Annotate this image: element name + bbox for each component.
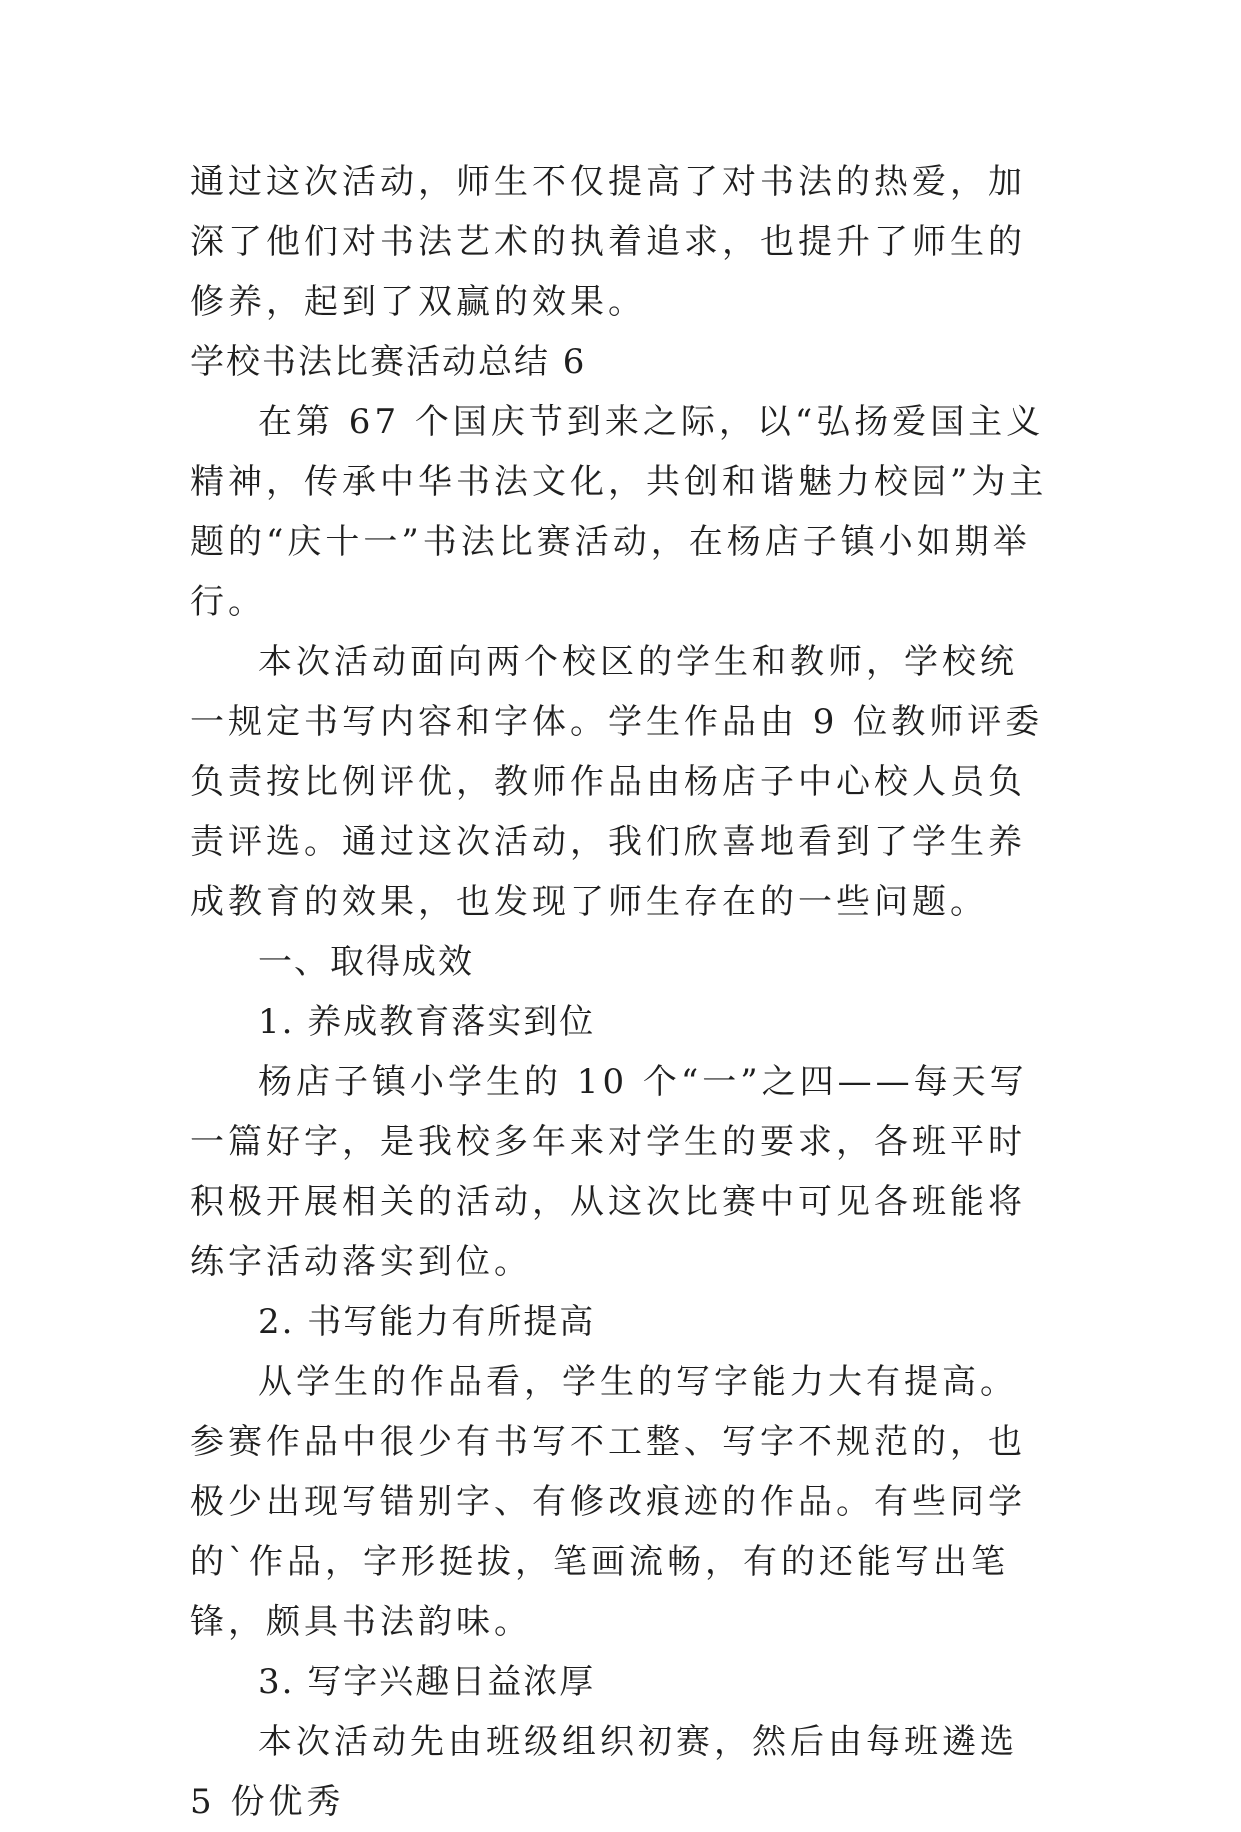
paragraph-3: 杨店子镇小学生的 10 个“一”之四——每天写一篇好字，是我校多年来对学生的要求，各班平时积极开展相关的活动，从这次比赛中可见各班能将练字活动落实到位。 xyxy=(190,1062,1028,1282)
subheading-3: 3. 写字兴趣日益浓厚 xyxy=(258,1662,596,1702)
heading-achievements: 一、取得成效 xyxy=(258,942,474,982)
paragraph-1: 在第 67 个国庆节到来之际，以“弘扬爱国主义精神，传承中华书法文化，共创和谐魅力校园”为主题的“庆十一”书法比赛活动，在杨店子镇小如期举行。 xyxy=(190,402,1048,622)
paragraph-5: 本次活动先由班级组织初赛，然后由每班遴选 5 份优秀 xyxy=(190,1722,1018,1822)
paragraph-intro-continuation: 通过这次活动，师生不仅提高了对书法的热爱，加深了他们对书法艺术的执着追求，也提升了师生的修养，起到了双赢的效果。 xyxy=(190,162,1026,322)
paragraph-2: 本次活动面向两个校区的学生和教师，学校统一规定书写内容和字体。学生作品由 9 位教师评委负责按比例评优，教师作品由杨店子中心校人员负责评选。通过这次活动，我们欣喜地看到了学生养成教育的效果，也发现了师生存在的一些问题。 xyxy=(190,642,1044,922)
paragraph-4: 从学生的作品看，学生的写字能力大有提高。参赛作品中很少有书写不工整、写字不规范的，也极少出现写错别字、有修改痕迹的作品。有些同学的`作品，字形挺拔，笔画流畅，有的还能写出笔锋，颇具书法韵味。 xyxy=(190,1362,1026,1642)
subheading-2: 2. 书写能力有所提高 xyxy=(258,1302,596,1342)
document-body xyxy=(190,152,1052,1832)
subheading-1: 1. 养成教育落实到位 xyxy=(258,1002,596,1042)
section-title: 学校书法比赛活动总结 6 xyxy=(190,342,587,382)
